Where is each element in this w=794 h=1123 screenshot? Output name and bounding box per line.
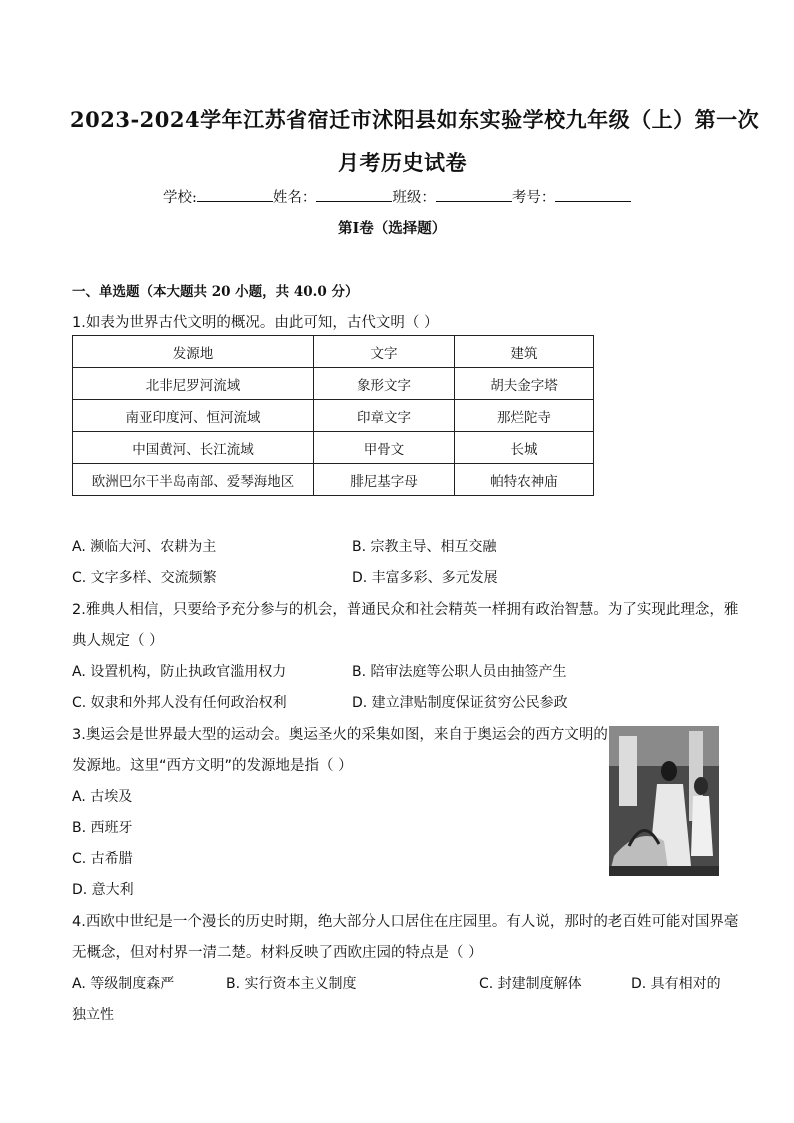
paper-title-line1: 2023-2024学年江苏省宿迁市沭阳县如东实验学校九年级（上）第一次: [70, 107, 760, 132]
table-row: [73, 368, 594, 400]
table-header-row: [73, 336, 594, 368]
table-cell: 北非尼罗河流域: [73, 368, 314, 400]
table-cell: 象形文字: [314, 368, 455, 400]
table-cell: 印章文字: [314, 400, 455, 432]
q3-stem-line1: 3.奥运会是世界最大型的运动会。奥运圣火的采集如图，来自于奥运会的西方文明的: [72, 727, 608, 743]
number-blank: [555, 189, 631, 202]
q2-stem-line1: 2.雅典人相信，只要给予充分参与的机会，普通民众和社会精英一样拥有政治智慧。为了实现此理念，雅: [72, 602, 739, 618]
paper-title-line2: 月考历史试卷: [338, 150, 467, 175]
table-header-cell: 发源地: [73, 336, 314, 368]
q1-option-c[interactable]: C. 文字多样、交流频繁: [72, 570, 217, 586]
table-row: [73, 464, 594, 496]
olympic-flame-photo: [609, 726, 719, 876]
volume-heading: 第Ⅰ卷（选择题）: [338, 220, 447, 237]
q4-stem-line1: 4.西欧中世纪是一个漫长的历史时期，绝大部分人口居住在庄园里。有人说，那时的老百姓可能对国界毫: [72, 914, 739, 930]
q3-stem-line2: 发源地。这里“西方文明”的发源地是指（ ）: [72, 758, 353, 774]
number-label: 考号：: [511, 190, 556, 206]
civilization-table: [72, 335, 594, 496]
school-label: 学校:: [163, 190, 197, 206]
q4-option-d[interactable]: D. 具有相对的: [631, 976, 721, 992]
q4-option-c[interactable]: C. 封建制度解体: [479, 976, 582, 992]
q3-option-a[interactable]: A. 古埃及: [72, 789, 133, 805]
table-header-cell: 文字: [314, 336, 455, 368]
q2-stem-line2: 典人规定（ ）: [72, 633, 164, 649]
table-cell: 南亚印度河、恒河流域: [73, 400, 314, 432]
table-row: [73, 400, 594, 432]
q1-stem: 1.如表为世界古代文明的概况。由此可知，古代文明（ ）: [72, 315, 439, 331]
class-label: 班级：: [392, 190, 436, 206]
name-label: 姓名：: [272, 190, 317, 206]
table-cell: 胡夫金字塔: [455, 368, 594, 400]
q1-option-b[interactable]: B. 宗教主导、相互交融: [352, 539, 497, 555]
table-row: [73, 432, 594, 464]
q2-option-d[interactable]: D. 建立津贴制度保证贫穷公民参政: [352, 695, 568, 711]
table-cell: 帕特农神庙: [455, 464, 594, 496]
table-cell: 欧洲巴尔干半岛南部、爱琴海地区: [73, 464, 314, 496]
q4-stem-line2: 无概念，但对村界一清二楚。材料反映了西欧庄园的特点是（ ）: [72, 945, 483, 961]
class-blank: [436, 189, 512, 202]
q2-option-b[interactable]: B. 陪审法庭等公职人员由抽签产生: [352, 664, 567, 680]
q2-option-a[interactable]: A. 设置机构，防止执政官滥用权力: [72, 664, 287, 680]
name-blank: [316, 189, 392, 202]
q4-option-a[interactable]: A. 等级制度森严: [72, 976, 175, 992]
q1-option-a[interactable]: A. 濒临大河、农耕为主: [72, 539, 217, 555]
table-cell: 长城: [455, 432, 594, 464]
table-cell: 腓尼基字母: [314, 464, 455, 496]
student-info-line: [163, 186, 631, 207]
q2-option-c[interactable]: C. 奴隶和外邦人没有任何政治权利: [72, 695, 287, 711]
olympic-flame-photo-image: [609, 726, 719, 876]
q3-option-d[interactable]: D. 意大利: [72, 882, 134, 898]
school-blank: [197, 189, 273, 202]
q4-option-d-continuation: 独立性: [72, 1007, 114, 1023]
section-heading: 一、单选题（本大题共 20 小题，共 40.0 分）: [72, 284, 359, 300]
q3-option-c[interactable]: C. 古希腊: [72, 851, 133, 867]
q3-option-b[interactable]: B. 西班牙: [72, 820, 133, 836]
table-header-cell: 建筑: [455, 336, 594, 368]
q1-option-d[interactable]: D. 丰富多彩、多元发展: [352, 570, 498, 586]
q4-option-b[interactable]: B. 实行资本主义制度: [226, 976, 357, 992]
table-cell: 那烂陀寺: [455, 400, 594, 432]
table-cell: 甲骨文: [314, 432, 455, 464]
table-cell: 中国黄河、长江流域: [73, 432, 314, 464]
